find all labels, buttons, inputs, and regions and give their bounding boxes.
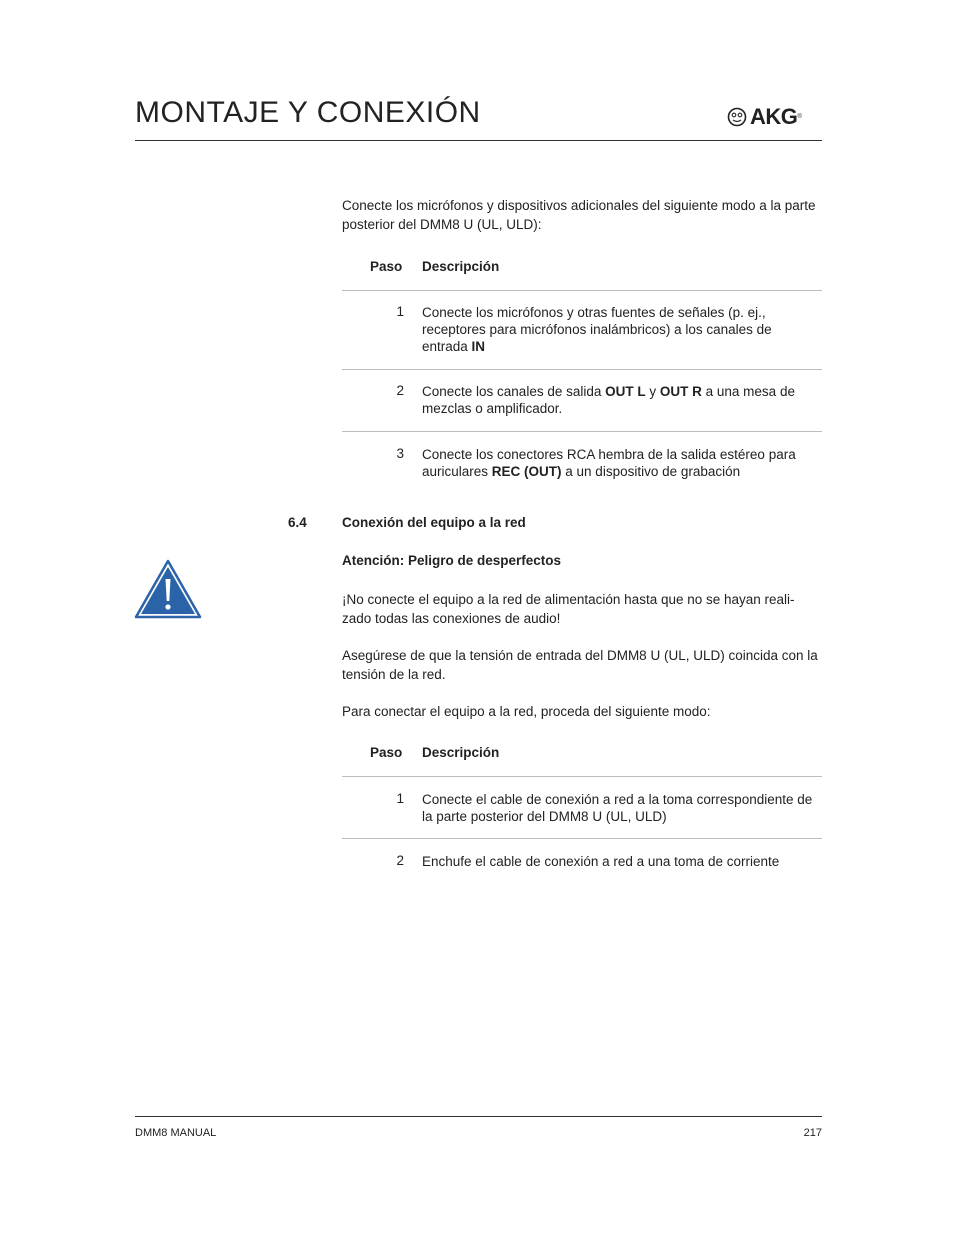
- header-rule: [135, 140, 822, 141]
- table1-row3-recout-label: REC (OUT): [491, 464, 562, 479]
- table2-row1-step: 1: [396, 791, 404, 806]
- table1-row2-outl-label: OUT L: [605, 384, 646, 399]
- table1-row1-description: [422, 304, 820, 355]
- table1-row3-description: [422, 446, 820, 480]
- footer-manual-title: DMM8 MANUAL: [135, 1127, 217, 1139]
- warning-triangle-icon: [134, 559, 202, 620]
- table1-row2-outr-label: OUT R: [659, 384, 702, 399]
- table1-row3-text-b: a un dispositivo de grabación: [561, 464, 741, 479]
- table2-header-description: Descripción: [422, 745, 500, 760]
- table1-row1-step: 1: [396, 304, 404, 319]
- akg-logo: [727, 106, 802, 128]
- table1-divider: [342, 369, 822, 370]
- footer-rule: [135, 1116, 822, 1117]
- table1-row2-step: 2: [396, 383, 404, 398]
- table1-row1-text: Conecte los micrófonos y otras fuentes de señales (p. ej., receptores para micrófonos inalámbricos) a los canales de entrada: [422, 305, 772, 354]
- warning-paragraph-1: ¡No conecte el equipo a la red de alimentación hasta que no se hayan reali-zado todas las conexiones de audio!: [342, 592, 795, 626]
- table2-header-step: Paso: [370, 745, 403, 760]
- table1-header-description: Descripción: [422, 259, 500, 274]
- table1-row2-description: [422, 383, 820, 417]
- table1-header-step: Paso: [370, 259, 403, 274]
- warning-paragraph-2: Asegúrese de que la tensión de entrada del DMM8 U (UL, ULD) coincida con la tensión de la red.: [342, 648, 818, 682]
- table1-row1-in-label: IN: [471, 339, 486, 354]
- section-number: 6.4: [288, 515, 307, 530]
- page-number: 217: [803, 1127, 822, 1139]
- warning-title: Atención: Peligro de desperfectos: [342, 553, 562, 568]
- table1-divider: [342, 431, 822, 432]
- table2-divider: [342, 776, 822, 777]
- logo-registered-mark: ®: [797, 114, 802, 120]
- table2-row2-description: Enchufe el cable de conexión a red a una toma de corriente: [422, 854, 780, 869]
- table1-row3-text-a: Conecte los conectores RCA hembra de la salida estéreo para auriculares: [422, 447, 796, 479]
- table1-row3-step: 3: [396, 446, 404, 461]
- table1-row2-text-b: y: [645, 384, 660, 399]
- page-title: MONTAJE Y CONEXIÓN: [135, 96, 481, 129]
- intro-paragraph: Conecte los micrófonos y dispositivos adicionales del siguiente modo a la parte posterior del DMM8 U (UL, ULD):: [342, 198, 816, 232]
- logo-text: AKG: [750, 104, 798, 129]
- section-title: Conexión del equipo a la red: [342, 515, 526, 530]
- table1-row2-text-c: a una mesa de mezclas o amplificador.: [422, 384, 795, 416]
- akg-logo-icon: [727, 107, 747, 127]
- table1-row2-text-a: Conecte los canales de salida: [422, 384, 606, 399]
- table2-divider: [342, 838, 822, 839]
- table2-row2-step: 2: [396, 853, 404, 868]
- table1-divider: [342, 290, 822, 291]
- table2-row1-description: Conecte el cable de conexión a red a la toma correspondiente de la parte posterior del DMM8 U (UL, ULD): [422, 792, 813, 824]
- procedure-intro: Para conectar el equipo a la red, proceda del siguiente modo:: [342, 704, 711, 719]
